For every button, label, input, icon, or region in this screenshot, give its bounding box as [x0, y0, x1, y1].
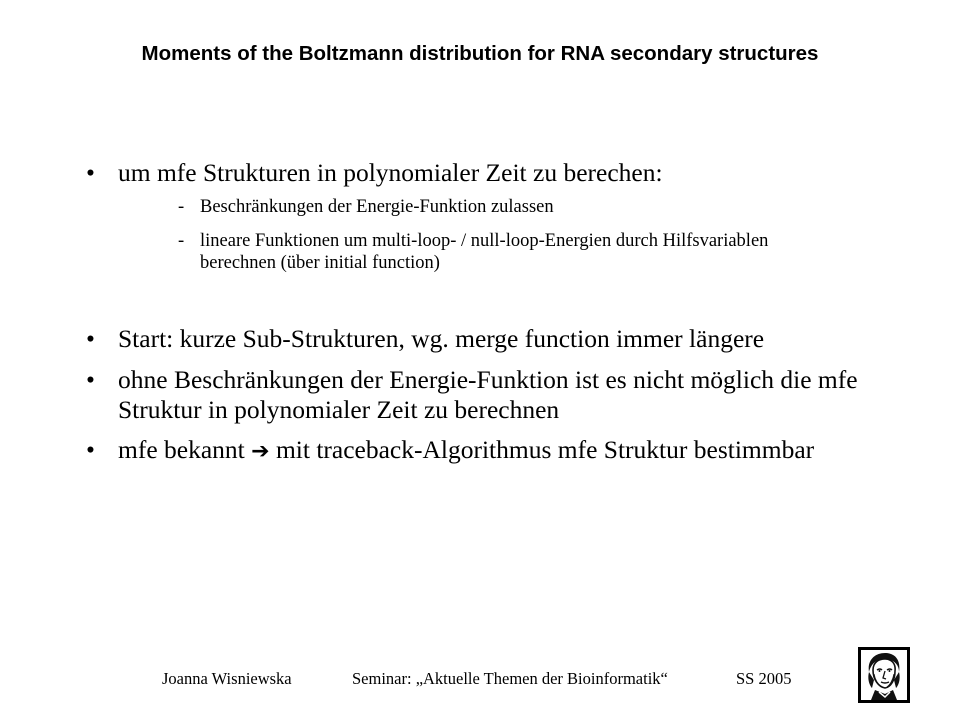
bullet-icon: • — [86, 158, 95, 187]
dash-icon: - — [178, 231, 185, 251]
sub-item-text: Beschränkungen der Energie-Funktion zulassen — [200, 197, 554, 217]
bullet-icon: • — [86, 365, 95, 394]
arrow-right-icon: ➔ — [251, 439, 270, 464]
bullet-icon: • — [86, 324, 95, 353]
goethe-portrait-icon — [858, 647, 910, 703]
bullet-text-before: mfe bekannt — [118, 435, 245, 464]
dash-icon: - — [178, 197, 185, 217]
bullet-text: Start: kurze Sub-Strukturen, wg. merge function immer längere — [118, 324, 765, 353]
footer-seminar: Seminar: „Aktuelle Themen der Bioinformatik“ — [352, 669, 668, 688]
bullet-text: um mfe Strukturen in polynomialer Zeit zu berechen: — [118, 158, 663, 187]
bullet-text: ohne Beschränkungen der Energie-Funktion ist es nicht möglich die mfe Struktur in polynomialer Zeit zu berechnen — [118, 365, 858, 424]
footer-semester: SS 2005 — [736, 669, 792, 688]
bullet-text — [118, 435, 888, 467]
slide-title: Moments of the Boltzmann distribution for RNA secondary structures — [141, 42, 819, 65]
bullet-text-after: mit traceback-Algorithmus mfe Struktur bestimmbar — [275, 435, 815, 464]
sub-item-text: lineare Funktionen um multi-loop- / null-loop-Energien durch Hilfsvariablen berechnen (über initial function) — [200, 231, 769, 273]
footer-author: Joanna Wisniewska — [162, 669, 292, 688]
portrait-drawing — [861, 650, 907, 700]
bullet-icon: • — [86, 435, 95, 464]
